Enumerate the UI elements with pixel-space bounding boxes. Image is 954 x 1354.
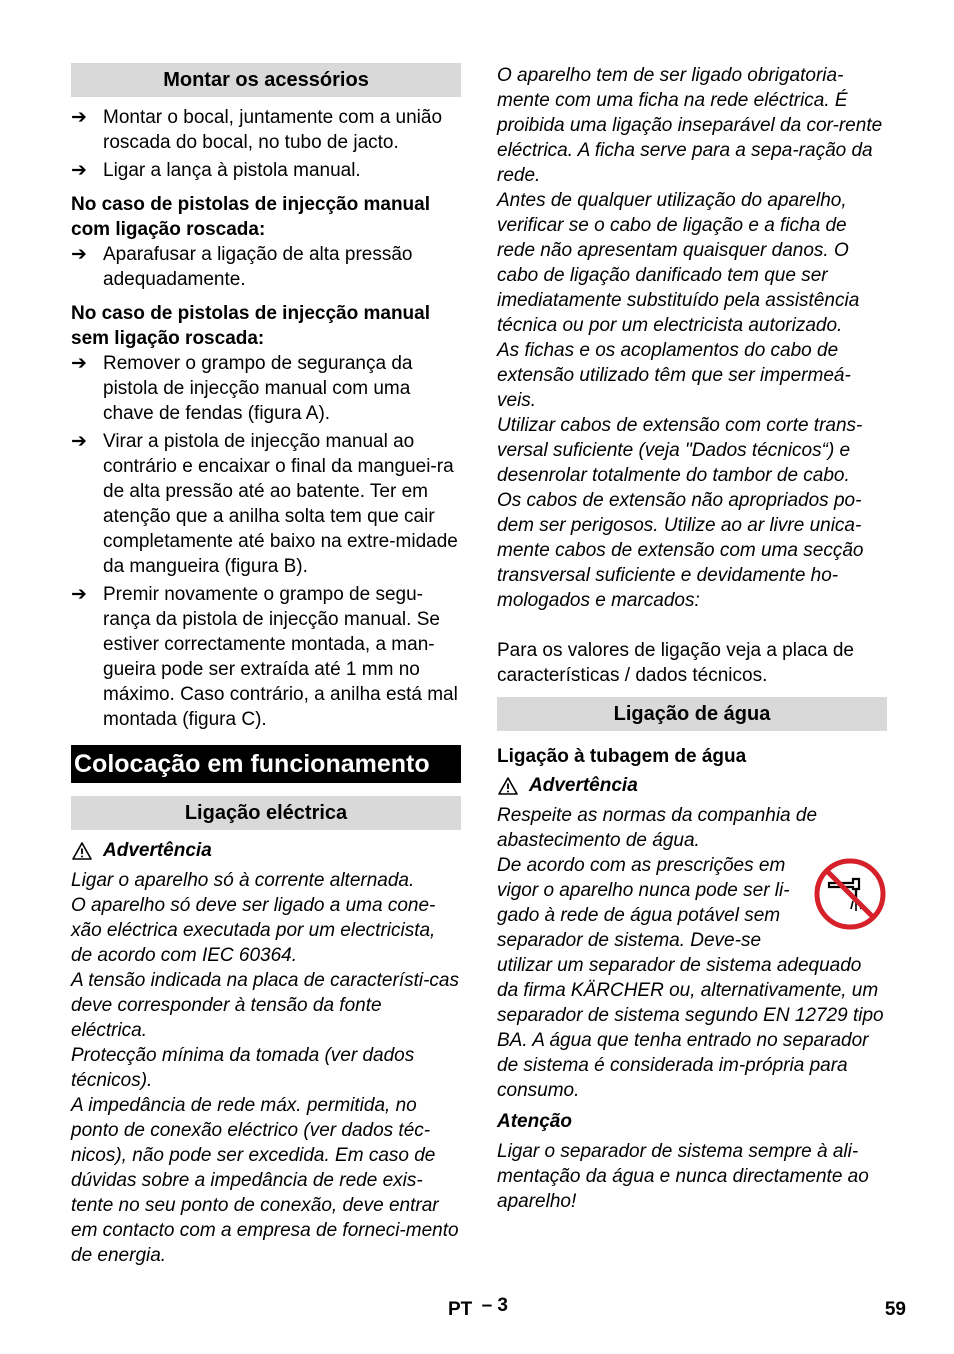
paragraph: Utilizar cabos de extensão com corte trans-versal suficiente (veja "Dados técnicos“) e desenrolar totalmente do tambor de cabo.: [497, 415, 863, 486]
attention-label: Atenção: [497, 1111, 572, 1132]
list-item: ➔ Virar a pistola de injecção manual ao contrário e encaixar o final da manguei-ra de alta pressão até ao batente. Ter em atenção que a anilha solta tem que cair completamente até baixo na extre-midade da mangueira (figura B).: [71, 431, 458, 577]
chapter-title: Colocação em funcionamento: [71, 745, 461, 783]
right-column: [497, 63, 887, 1214]
paragraph: De acordo com as prescrições em vigor o aparelho nunca pode ser li-gado à rede de água potável sem separador de sistema. Deve-se utilizar um separador de sistema adequado da firma KÄRCHER ou, alternativamente, um separador de sistema segundo EN 12729 tipo BA. A água que tenha entrado no separador de sistema é considerada im-própria para consumo.: [497, 853, 887, 1103]
no-drinking-water-icon: [813, 857, 887, 931]
section-heading-electric: Ligação eléctrica: [71, 796, 461, 830]
paragraph: A tensão indicada na placa de característi-cas deve corresponder à tensão da fonte eléctrica.: [71, 970, 459, 1041]
arrow-right-icon: ➔: [71, 160, 87, 181]
paragraph: Para os valores de ligação veja a placa de características / dados técnicos.: [497, 640, 855, 686]
warning-triangle-icon: [71, 841, 93, 861]
paragraph: Antes de qualquer utilização do aparelho, verificar se o cabo de ligação e a ficha de rede não apresentam quaisquer danos. O cabo de ligação danificado tem que ser imediatamente substituído pela assistência técnica ou por um electricista autorizado.: [497, 190, 860, 336]
arrow-right-icon: ➔: [71, 244, 87, 265]
paragraph: Respeite as normas da companhia de abastecimento de água.: [497, 805, 818, 851]
warning-label: Advertência: [497, 773, 887, 798]
left-column: [71, 63, 461, 1268]
footer-section-page: – 3: [481, 1295, 508, 1316]
warning-label: Advertência: [71, 838, 461, 863]
paragraph: O aparelho só deve ser ligado a uma cone-xão eléctrica executada por um electricista, de acordo com IEC 60364.: [71, 895, 436, 966]
warning-triangle-icon: [497, 776, 519, 796]
paragraph: Ligar o aparelho só à corrente alternada.: [71, 870, 415, 891]
list-item: ➔ Ligar a lança à pistola manual.: [71, 160, 361, 181]
paragraph: Protecção mínima da tomada (ver dados técnicos).: [71, 1045, 415, 1091]
paragraph: Ligar o separador de sistema sempre à ali-mentação da água e nunca directamente ao aparelho!: [497, 1141, 869, 1212]
paragraph: As fichas e os acoplamentos do cabo de extensão utilizado têm que ser impermeá-veis.: [497, 340, 851, 411]
page-number: 59: [884, 1299, 906, 1320]
arrow-right-icon: ➔: [71, 431, 87, 452]
footer-language: PT – 3: [448, 1295, 508, 1320]
arrow-right-icon: ➔: [71, 353, 87, 374]
subheading: Ligação à tubagem de água: [497, 746, 747, 767]
arrow-right-icon: ➔: [71, 584, 87, 605]
list-item: ➔ Montar o bocal, juntamente com a união roscada do bocal, no tubo de jacto.: [71, 107, 443, 153]
paragraph: Os cabos de extensão não apropriados po-dem ser perigosos. Utilize ao ar livre unica-mente cabos de extensão com uma secção transversal suficiente e devidamente ho-mologados e marcados:: [497, 490, 864, 611]
list-item: ➔ Premir novamente o grampo de segu-rança da pistola de injecção manual. Se estiver correctamente montada, a man-gueira pode ser extraída até 1 mm no máximo. Caso contrário, a anilha está mal montada (figura C).: [71, 584, 458, 730]
list-item: ➔ Remover o grampo de segurança da pistola de injecção manual com uma chave de fendas (figura A).: [71, 353, 413, 424]
list-item: ➔ Aparafusar a ligação de alta pressão adequadamente.: [71, 244, 413, 290]
section-heading-mount: Montar os acessórios: [71, 63, 461, 97]
paragraph: A impedância de rede máx. permitida, no ponto de conexão eléctrico (ver dados téc-nicos), não pode ser excedida. Em caso de dúvidas sobre a impedância de rede exis-tente no seu ponto de conexão, deve entrar em contacto com a empresa de forneci-mento de energia.: [71, 1095, 459, 1266]
subheading: No caso de pistolas de injecção manual com ligação roscada:: [71, 194, 431, 240]
section-heading-water: Ligação de água: [497, 697, 887, 731]
subheading: No caso de pistolas de injecção manual sem ligação roscada:: [71, 303, 431, 349]
paragraph: O aparelho tem de ser ligado obrigatoria-mente com uma ficha na rede eléctrica. É proibida uma ligação inseparável da cor-rente eléctrica. A ficha serve para a sepa-ração da rede.: [497, 65, 883, 186]
arrow-right-icon: ➔: [71, 107, 87, 128]
